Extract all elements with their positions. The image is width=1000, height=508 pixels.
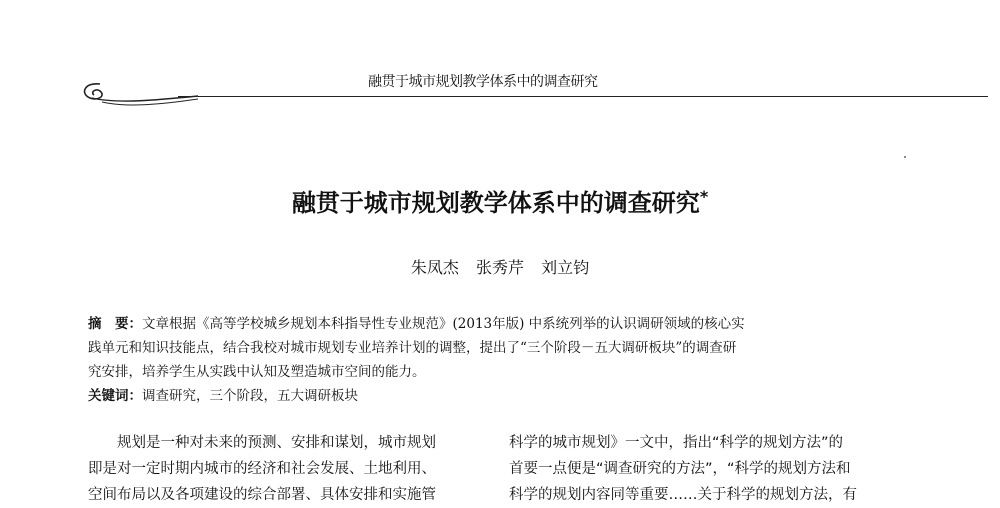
body-line: 科学的规划内容同等重要……关于科学的规划方法，有 xyxy=(509,487,857,503)
keywords-text: 调查研究，三个阶段，五大调研板块 xyxy=(142,388,358,404)
abstract xyxy=(88,312,906,384)
author-name: 张秀芹 xyxy=(475,258,524,277)
body-line: 即是对一定时期内城市的经济和社会发展、土地利用、 xyxy=(88,461,436,477)
abstract-line: 究安排，培养学生从实践中认知及塑造城市空间的能力。 xyxy=(88,364,426,380)
author-list xyxy=(0,255,1000,278)
body-column-right xyxy=(509,430,903,508)
abstract-text: 文章根据《高等学校城乡规划本科指导性专业规范》(2013年版) 中系统列举的认识调研领域的核心实 xyxy=(142,316,745,332)
abstract-label: 摘 要： xyxy=(88,316,142,332)
paper-title-text: 融贯于城市规划教学体系中的调查研究 xyxy=(291,189,700,217)
body-line: 科学的城市规划》一文中，指出“科学的规划方法”的 xyxy=(509,435,844,451)
header-swirl-ornament xyxy=(78,78,198,108)
keywords-label: 关键词： xyxy=(88,388,142,404)
header-rule xyxy=(178,96,988,97)
abstract-line xyxy=(88,312,906,336)
abstract-line: 践单元和知识技能点，结合我校对城市规划专业培养计划的调整，提出了“三个阶段－五大调研板块”的调查研 xyxy=(88,340,737,356)
title-footnote-mark: * xyxy=(699,187,709,206)
author-name: 朱凤杰 xyxy=(410,258,459,277)
running-header-title: 融贯于城市规划教学体系中的调查研究 xyxy=(368,74,598,90)
body-column-left xyxy=(88,430,482,508)
body-line: 首要一点便是“调查研究的方法”，“科学的规划方法和 xyxy=(509,461,851,477)
author-name: 刘立钧 xyxy=(541,258,590,277)
scan-speck xyxy=(904,156,906,158)
running-header xyxy=(78,68,908,108)
body-line: 规划是一种对未来的预测、安排和谋划，城市规划 xyxy=(117,435,436,451)
keywords xyxy=(88,384,906,408)
paper-title xyxy=(0,183,1000,218)
body-line: 空间布局以及各项建设的综合部署、具体安排和实施管 xyxy=(88,487,436,503)
